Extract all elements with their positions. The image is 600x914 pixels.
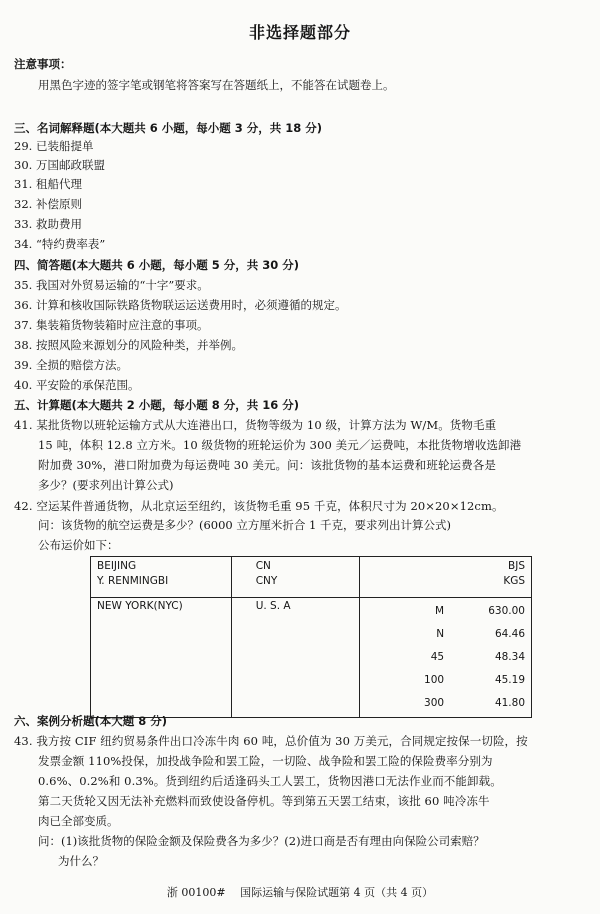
- q41-line: 附加费 30%，港口附加费为每运费吨 30 美元。问：该批货物的基本运费和班轮运费各是: [38, 458, 496, 472]
- country-code: CN: [255, 560, 271, 572]
- rate-value: 630.00: [488, 605, 525, 617]
- weight-break: 45: [430, 651, 445, 663]
- rate-value: 64.46: [494, 628, 525, 640]
- q41-line: 多少？(要求列出计算公式): [38, 478, 174, 492]
- page-footer: 浙 00100# 国际运输与保险试题第 4 页（共 4 页）: [166, 886, 434, 899]
- q43-line: 问：(1)该批货物的保险金额及保险费各为多少？(2)进口商是否有理由向保险公司索赔？: [38, 834, 485, 848]
- weight-break: N: [436, 628, 445, 640]
- currency-code: CNY: [255, 575, 278, 587]
- notice-text: 用黑色字迹的签字笔或钢笔将答案写在答题纸上，不能答在试题卷上。: [38, 78, 395, 92]
- weight-break-cell: [360, 598, 451, 718]
- list-item: 39. 全损的赔偿方法。: [14, 358, 128, 372]
- q41-line: 41. 某批货物以班轮运输方式从大连港出口，货物等级为 10 级，计算方法为 W/M。货物毛重: [14, 418, 497, 432]
- list-item: 35. 我国对外贸易运输的“十字”要求。: [14, 278, 209, 292]
- page-title: 非选择题部分: [248, 23, 351, 42]
- origin-currency: Y. RENMINGBI: [97, 575, 169, 587]
- q41-line: 15 吨，体积 12.8 立方米。10 级货物的班轮运价为 300 美元／运费吨，本批货物增收选卸港: [38, 438, 522, 452]
- q43-line: 肉已全部变质。: [38, 814, 119, 828]
- section3-heading: 三、名词解释题(本大题共 6 小题，每小题 3 分，共 18 分): [14, 121, 323, 135]
- section6-heading: 六、案例分析题(本大题 8 分): [14, 714, 168, 728]
- destination-cell: NEW YORK(NYC): [91, 598, 232, 718]
- list-item: 29. 已装船提单: [14, 139, 94, 153]
- rate-value: 45.19: [494, 674, 525, 686]
- list-item: 34. “特约费率表”: [14, 237, 106, 251]
- notice-heading: 注意事项：: [14, 57, 72, 71]
- dest-country-cell: U. S. A: [231, 598, 359, 718]
- airport-cell: [360, 557, 532, 598]
- list-item: 32. 补偿原则: [14, 197, 82, 211]
- rate-table: [90, 556, 532, 718]
- q43-line: 第二天货轮又因无法补充燃料而致使设备停机。等到第五天罢工结束，该批 60 吨冷冻牛: [38, 794, 490, 808]
- section5-heading: 五、计算题(本大题共 2 小题，每小题 8 分，共 16 分): [14, 398, 300, 412]
- list-item: 37. 集装箱货物装箱时应注意的事项。: [14, 318, 209, 332]
- origin-city: BEIJING: [97, 560, 137, 572]
- q43-line: 43. 我方按 CIF 纽约贸易条件出口冷冻牛肉 60 吨，总价值为 30 万美元，合同规定按保一切险，按: [14, 734, 528, 748]
- list-item: 33. 救助费用: [14, 217, 82, 231]
- list-item: 38. 按照风险来源划分的风险种类，并举例。: [14, 338, 243, 352]
- list-item: 30. 万国邮政联盟: [14, 158, 105, 172]
- weight-break: 100: [424, 674, 445, 686]
- list-item: 36. 计算和核收国际铁路货物联运运送费用时，必须遵循的规定。: [14, 298, 347, 312]
- q42-line: 42. 空运某件普通货物，从北京运至纽约，该货物毛重 95 千克，体积尺寸为 20×20×12cm。: [14, 499, 504, 513]
- q43-line: 发票金额 110%投保，加投战争险和罢工险，一切险、战争险和罢工险的保险费率分别为: [38, 754, 493, 768]
- rate-value: 41.80: [494, 697, 525, 709]
- list-item: 31. 租船代理: [14, 177, 82, 191]
- q43-line: 0.6%、0.2%和 0.3%。货到纽约后适逢码头工人罢工，货物因港口无法作业而不能卸载。: [38, 774, 502, 788]
- airport-code: BJS: [508, 560, 525, 572]
- rate-value: 48.34: [494, 651, 525, 663]
- weight-break: 300: [424, 697, 445, 709]
- q42-line: 公布运价如下：: [38, 538, 119, 552]
- list-item: 40. 平安险的承保范围。: [14, 378, 140, 392]
- q43-line: 为什么？: [58, 854, 104, 868]
- rate-cell: [450, 598, 531, 718]
- country-cell: [231, 557, 359, 598]
- origin-cell: [91, 557, 232, 598]
- weight-unit: KGS: [503, 575, 525, 587]
- section4-heading: 四、简答题(本大题共 6 小题，每小题 5 分，共 30 分): [14, 258, 300, 272]
- weight-break: M: [435, 605, 445, 617]
- q42-line: 问：该货物的航空运费是多少？(6000 立方厘米折合 1 千克，要求列出计算公式): [38, 518, 452, 532]
